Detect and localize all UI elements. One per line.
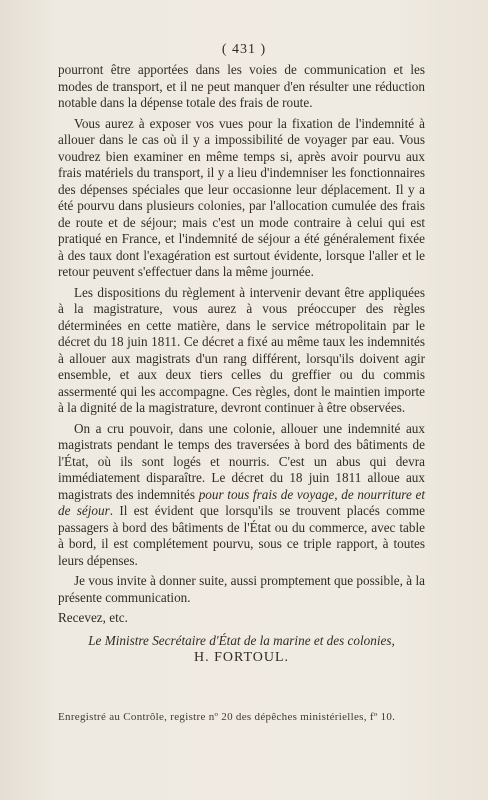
paragraph-5: Je vous invite à donner suite, aussi promptement que possible, à la présente communication. — [58, 573, 425, 605]
paragraph-1: pourront être apportées dans les voies de communication et les modes de transport, et il ne peut manquer d'en résulter une réduction notable dans la dépense totale des frais de route. — [58, 62, 425, 110]
paragraph-3: Les dispositions du règlement à intervenir devant être appliquées à la magistrature, vous aurez à vous préoccuper des règles déterminées en cette matière, dans le service métropolitain par le décret du 18 juin 1811. Ce décret a fixé au même taux les indemnités à allouer aux magistrats d'un rang différent, lorsqu'ils doivent agir ensemble, et aux deux tiers celles du greffier ou du commis assermenté qui les accompagne. Ces règles, dont le maintien importe à la dignité de la magistrature, devront continuer à être observées. — [58, 284, 425, 415]
paragraph-4-emphasis: pour tous frais de voyage, de nourriture et de séjour — [58, 486, 425, 518]
signature-name: H. FORTOUL. — [193, 650, 290, 665]
closing-formula: Recevez, etc. — [58, 610, 128, 625]
paragraph-4-part-a: On a cru pouvoir, dans une colonie, allouer une indemnité aux magistrats pendant le temps des traversées à bord des bâtiments de l'État, où ils sont logés et nourris. C'est un abus qui devra immédiatement disparaître. Le décret du 18 juin 1811 alloue aux magistrats des indemnités — [58, 420, 425, 502]
registration-footer: Enregistré au Contrôle, registre nº 20 des dépêches ministérielles, fº 10. — [58, 711, 396, 723]
signature-title: Le Ministre Secrétaire d'État de la marine et des colonies, — [88, 632, 395, 648]
paragraph-2: Vous aurez à exposer vos vues pour la fixation de l'indemnité à allouer dans le cas où il y a impossibilité de voyager par eau. Vous voudrez bien examiner en même temps si, après avoir pourvu aux frais matériels du transport, il y a lieu d'indemniser les fonctionnaires des dépenses spéciales que leur occasionne leur déplacement. Il y a été pourvu dans plusieurs colonies, par l'allocation cumulée des frais de route et de séjour; mais c'est un mode contraire à celui qui est pratiqué en France, et l'indemnité de séjour a été généralement fixée à des taux dont l'exagération est surtout évidente, lorsque l'aller et le retour peuvent s'effectuer dans la même journée. — [58, 115, 425, 279]
body-text — [58, 62, 425, 667]
paragraph-4-part-b: . Il est évident que lorsqu'ils se trouvent placés comme passagers à bord des bâtiments de l'État ou du commerce, avec table à bord, il est complétement pourvu, sous ce triple rapport, à toutes leurs dépenses. — [58, 503, 425, 568]
page-number: ( 431 ) — [221, 42, 267, 57]
paragraph-4 — [58, 421, 425, 570]
